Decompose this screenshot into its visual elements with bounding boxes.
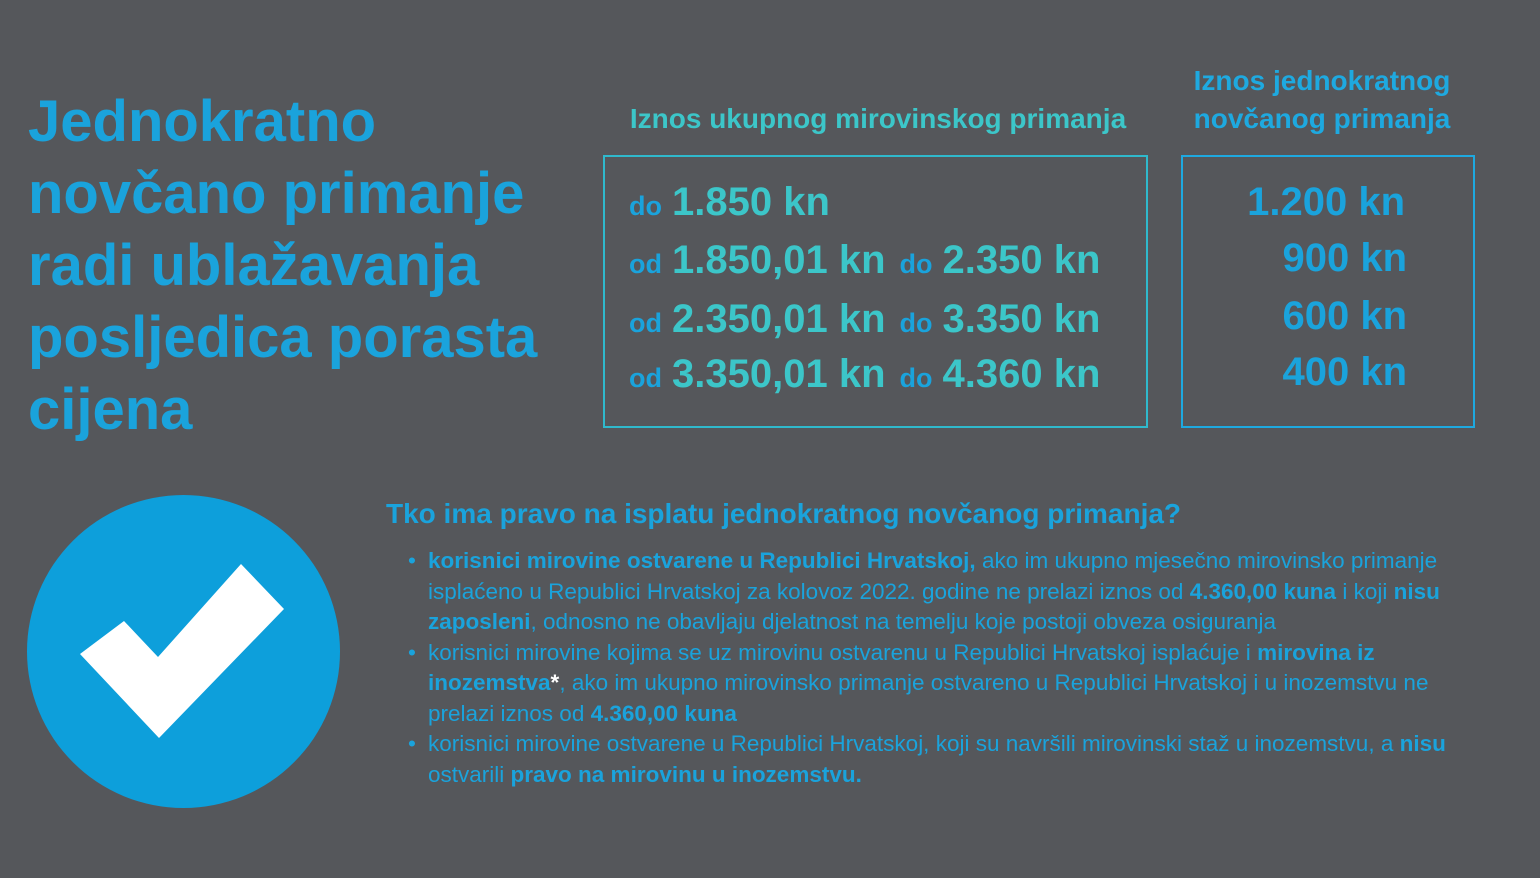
list-item bbox=[406, 638, 1466, 730]
range-to-keyword: do bbox=[629, 191, 662, 221]
page-title bbox=[28, 86, 588, 446]
emphasis-text: nisu bbox=[1399, 731, 1446, 756]
emphasis-text: mirovina iz inozemstva bbox=[428, 639, 1375, 695]
eligibility-question: Tko ima pravo na isplatu jednokratnog novčanog primanja? bbox=[386, 498, 1182, 529]
list-item bbox=[406, 546, 1466, 638]
one-time-amount-box bbox=[1181, 155, 1475, 428]
range-to-value: 4.360 kn bbox=[942, 352, 1101, 396]
checkmark-glyph bbox=[27, 495, 340, 808]
range-from-value: 3.350,01 kn bbox=[672, 352, 886, 396]
range-from-value: 2.350,01 kn bbox=[672, 297, 886, 341]
header-line: Iznos jednokratnog bbox=[1193, 65, 1451, 96]
emphasis-text: 4.360,00 kuna bbox=[590, 700, 737, 726]
title-line: posljedica porasta bbox=[28, 305, 538, 370]
body-text: , odnosno ne obavljaju djelatnost na temelju koje postoji obveza osiguranja bbox=[530, 609, 1277, 634]
range-to-value: 3.350 kn bbox=[942, 297, 1101, 341]
range-row bbox=[629, 351, 1100, 401]
range-from-value: 1.850,01 kn bbox=[672, 238, 886, 282]
list-item bbox=[406, 729, 1466, 790]
title-line: cijena bbox=[28, 377, 193, 442]
range-to-keyword: do bbox=[899, 363, 933, 393]
emphasis-text: pravo na mirovinu u inozemstvu. bbox=[510, 761, 862, 787]
amount-value: 900 kn bbox=[1282, 236, 1407, 280]
range-from-keyword: od bbox=[629, 249, 662, 279]
title-line: novčano primanje bbox=[28, 161, 525, 226]
emphasis-text: 4.360,00 kuna bbox=[1189, 578, 1337, 604]
body-text: , ako im ukupno mirovinsko primanje ostvareno u Republici Hrvatskoj i u inozemstvu ne prelazi iznos od bbox=[428, 670, 1429, 726]
header-total-pension: Iznos ukupnog mirovinskog primanja bbox=[629, 103, 1127, 134]
amount-value: 1.200 kn bbox=[1247, 180, 1405, 224]
amount-value: 600 kn bbox=[1282, 294, 1407, 338]
emphasis-text: korisnici mirovine ostvarene u Republici Hrvatskoj, bbox=[428, 548, 976, 573]
body-text: korisnici mirovine kojima se uz mirovinu ostvarenu u Republici Hrvatskoj isplaćuje i bbox=[428, 639, 1258, 665]
range-to-value: 1.850 kn bbox=[672, 180, 830, 224]
title-line: radi ublažavanja bbox=[28, 233, 480, 298]
range-to-keyword: do bbox=[899, 249, 933, 279]
title-line: Jednokratno bbox=[28, 89, 377, 154]
checkmark-icon bbox=[27, 495, 340, 808]
pension-range-box bbox=[603, 155, 1148, 428]
range-row bbox=[629, 237, 1100, 287]
emphasis-text: nisu zaposleni bbox=[428, 578, 1440, 634]
body-text: i koji bbox=[1336, 578, 1394, 604]
range-row bbox=[629, 296, 1100, 346]
header-line: novčanog primanja bbox=[1193, 103, 1451, 134]
header-one-time-payment bbox=[1172, 62, 1472, 138]
body-text: korisnici mirovine ostvarene u Republici Hrvatskoj, koji su navršili mirovinski staž u inozemstvu, a bbox=[428, 731, 1400, 756]
body-text: ostvarili bbox=[428, 761, 511, 787]
eligibility-list bbox=[406, 546, 1466, 790]
amount-value: 400 kn bbox=[1282, 350, 1407, 394]
body-text: ako im ukupno mjesečno mirovinsko primanje isplaćeno u Republici Hrvatskoj za kolovoz 2022. godine ne prelazi iznos od bbox=[428, 548, 1438, 604]
range-from-keyword: od bbox=[629, 308, 662, 338]
range-from-keyword: od bbox=[629, 363, 662, 393]
range-to-value: 2.350 kn bbox=[942, 238, 1101, 282]
footnote-marker: * bbox=[550, 670, 560, 695]
range-row bbox=[629, 179, 830, 229]
range-to-keyword: do bbox=[899, 308, 933, 338]
